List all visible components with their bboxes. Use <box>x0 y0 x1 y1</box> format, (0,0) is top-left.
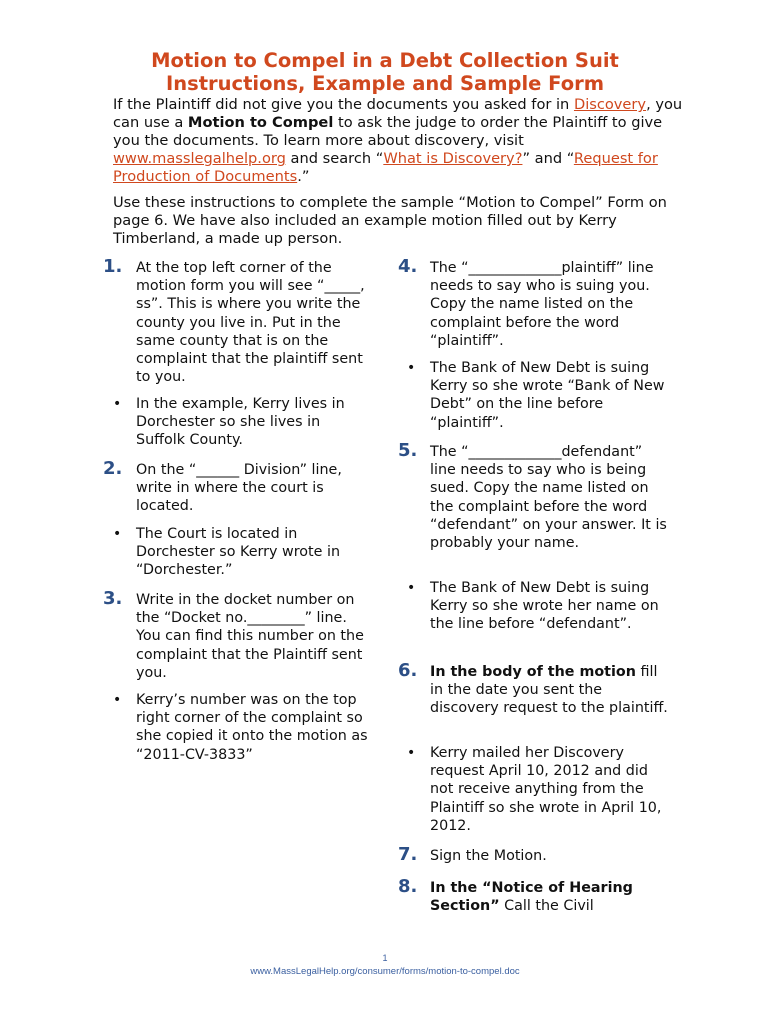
item-number: 7. <box>398 844 418 865</box>
request-production-link[interactable]: Request for Production of Documents <box>113 150 658 185</box>
item-text: The “_____________plaintiff” line needs to say who is suing you. Copy the name listed on the complaint before the word “plaintiff”. <box>430 260 654 349</box>
document-title-line2: Instructions, Example and Sample Form <box>165 72 605 95</box>
intro-text: and search “ <box>285 150 384 167</box>
what-is-discovery-link[interactable]: What is Discovery? <box>383 150 523 167</box>
footer-url: www.MassLegalHelp.org/consumer/forms/motion-to-compel.doc <box>250 966 520 977</box>
intro-text: , you can use a <box>113 96 683 131</box>
bullet-icon: • <box>407 745 416 761</box>
bullet-icon: • <box>113 526 122 542</box>
item-text-rest: Call the Civil <box>499 898 594 915</box>
item-example: Kerry’s number was on the top right corner of the complaint so she copied it onto the motion as “2011-CV-3833” <box>136 692 368 763</box>
item-text: On the “______ Division” line, write in where the court is located. <box>136 462 342 515</box>
item-number: 5. <box>398 440 418 461</box>
intro-paragraph <box>113 96 683 186</box>
bullet-icon: • <box>407 580 416 596</box>
intro-text: to ask the judge to order the Plaintiff to give you the documents. To learn more about discovery, visit <box>113 114 663 149</box>
item-text: Write in the docket number on the “Docket no.________” line. You can find this number on the complaint that the Plaintiff sent you. <box>136 592 364 681</box>
bullet-icon: • <box>113 396 122 412</box>
usage-paragraph: Use these instructions to complete the sample “Motion to Compel” Form on page 6. We have also included an example motion filled out by Kerry Timberland, a made up person. <box>113 194 667 247</box>
item-number: 8. <box>398 876 418 897</box>
item-bold-lead: In the “Notice of Hearing Section” <box>430 880 633 915</box>
item-number: 6. <box>398 660 418 681</box>
intro-text: If the Plaintiff did not give you the documents you asked for in <box>113 96 574 113</box>
item-example: The Court is located in Dorchester so Kerry wrote in “Dorchester.” <box>136 526 341 579</box>
discovery-link[interactable]: Discovery <box>573 96 647 113</box>
document-title-line1: Motion to Compel in a Debt Collection Suit <box>151 49 619 72</box>
masslegalhelp-link[interactable]: www.masslegalhelp.org <box>113 150 286 167</box>
item-text-rest: fill in the date you sent the discovery request to the plaintiff. <box>430 664 668 717</box>
item-number: 1. <box>103 256 123 277</box>
page-number: 1 <box>382 953 388 963</box>
intro-text: .” <box>297 168 310 185</box>
item-number: 2. <box>103 458 123 479</box>
intro-text: ” and “ <box>522 150 574 167</box>
item-text <box>430 663 668 718</box>
item-example: The Bank of New Debt is suing Kerry so she wrote her name on the line before “defendant”. <box>430 580 659 633</box>
motion-to-compel-bold: Motion to Compel <box>187 114 334 131</box>
item-text <box>430 879 668 915</box>
item-number: 4. <box>398 256 418 277</box>
item-example: In the example, Kerry lives in Dorchester so she lives in Suffolk County. <box>136 396 345 449</box>
item-text: The “_____________defendant” line needs to say who is being sued. Copy the name listed on the complaint before the word “defendant” on your answer. It is probably your name. <box>430 444 667 552</box>
item-text: At the top left corner of the motion form you will see “_____, ss”. This is where you write the county you live in. Put in the same county that is on the complaint that the plaintiff sent to you. <box>136 260 365 386</box>
bullet-icon: • <box>407 360 416 376</box>
item-bold-lead: In the body of the motion <box>430 664 636 680</box>
item-number: 3. <box>103 588 123 609</box>
bullet-icon: • <box>113 692 122 708</box>
item-example: The Bank of New Debt is suing Kerry so she wrote “Bank of New Debt” on the line before “plaintiff”. <box>430 360 665 431</box>
item-text: Sign the Motion. <box>430 848 547 864</box>
item-example: Kerry mailed her Discovery request April 10, 2012 and did not receive anything from the Plaintiff so she wrote in April 10, 2012. <box>430 745 662 834</box>
